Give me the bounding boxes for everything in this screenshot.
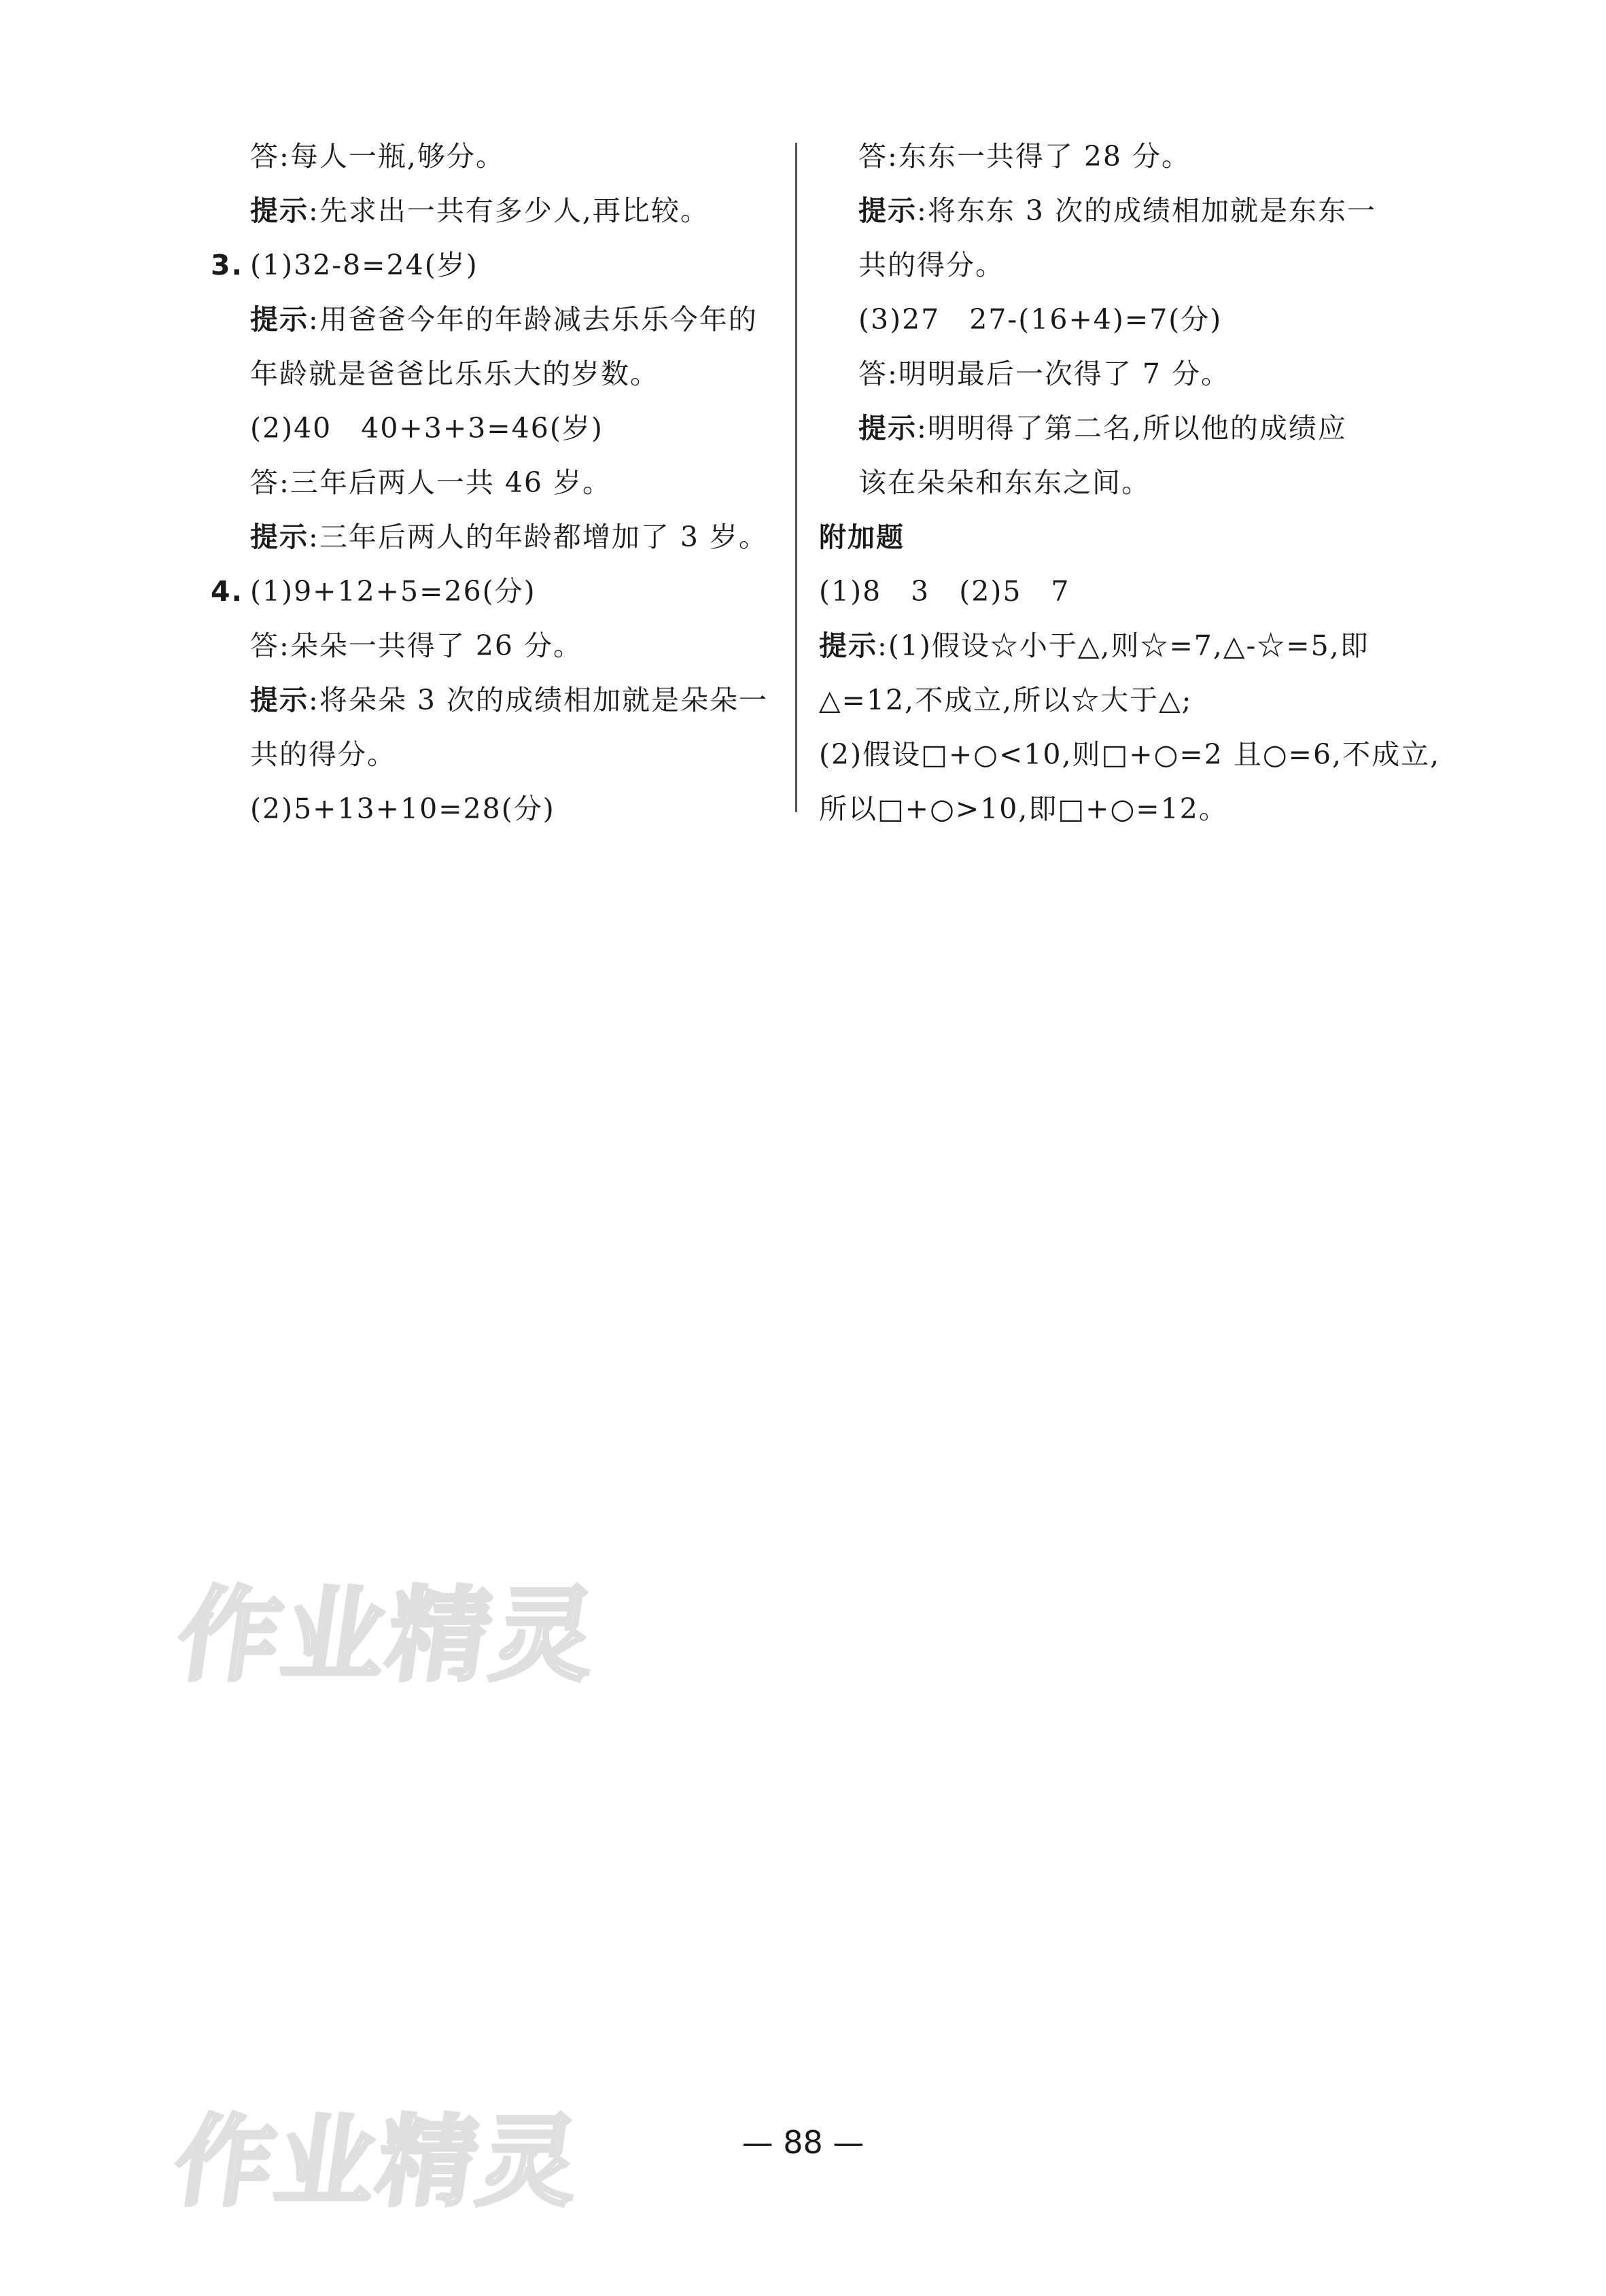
hint-text: △=12,不成立,所以☆大于△; [819,684,1193,716]
equation-text: (1)9+12+5=26(分) [250,575,536,608]
hint-line [211,184,795,238]
answer-line [211,455,795,510]
hint-text: :用爸爸今年的年龄减去乐乐今年的 [309,303,758,336]
watermark-logo: 作业精灵 [167,2105,589,2220]
equation-text: (1)32-8=24(岁) [250,249,478,281]
hint-text: :明明得了第二名,所以他的成绩应 [917,412,1347,445]
question-number: 4. [211,575,244,608]
hint-text: 该在朵朵和东东之间。 [858,466,1151,499]
answer-text: 答:明明最后一次得了 7 分。 [858,358,1230,390]
answer-text: 答:每人一瓶,够分。 [250,140,505,173]
hint-text: :将东东 3 次的成绩相加就是东东一 [917,194,1376,227]
equation-text: (3)27 27-(16+4)=7(分) [858,303,1223,336]
page-number: — 88 — [741,2124,865,2161]
hint-continuation [819,238,1454,292]
answer-text: (1)8 3 (2)5 7 [819,575,1070,608]
hint-continuation [819,455,1454,510]
hint-text: (2)假设□+○<10,则□+○=2 且○=6,不成立, [819,738,1441,771]
hint-label: 提示 [819,629,877,662]
hint-text: :三年后两人的年龄都增加了 3 岁。 [309,521,768,553]
bonus-heading: 附加题 [819,522,905,553]
hint-continuation [819,782,1454,836]
hint-line [211,292,795,347]
equation-line [211,782,795,836]
answer-line [819,129,1454,184]
hint-text: 共的得分。 [250,738,396,771]
hint-continuation [211,347,795,401]
answer-line [211,619,795,673]
question-4-line [211,564,795,619]
left-column [211,129,795,836]
hint-label: 提示 [250,303,309,336]
hint-label: 提示 [250,684,309,716]
answer-line [211,129,795,184]
answer-text: 答:朵朵一共得了 26 分。 [250,629,583,662]
question-number: 3. [211,249,244,281]
equation-text: (2)40 40+3+3=46(岁) [250,412,604,445]
right-column [819,129,1454,836]
hint-line [819,184,1454,238]
equation-text: (2)5+13+10=28(分) [250,793,555,825]
bonus-answer-line [819,564,1454,619]
hint-line [211,510,795,564]
answer-line [819,347,1454,401]
hint-text: :先求出一共有多少人,再比较。 [309,194,710,227]
hint-continuation [819,727,1454,782]
hint-line [819,401,1454,455]
watermark-logo: 作业精灵 [170,1577,606,1695]
hint-label: 提示 [250,521,309,553]
hint-text: :将朵朵 3 次的成绩相加就是朵朵一 [309,684,768,716]
hint-text: 所以□+○>10,即□+○=12。 [819,793,1228,825]
question-3-line [211,238,795,292]
hint-text: 共的得分。 [858,249,1005,281]
hint-continuation [819,673,1454,727]
hint-continuation [211,727,795,782]
equation-line [819,292,1454,347]
bonus-heading-line [819,510,1454,564]
answer-text: 答:三年后两人一共 46 岁。 [250,466,612,499]
hint-text: 年龄就是爸爸比乐乐大的岁数。 [250,358,659,390]
hint-label: 提示 [250,194,309,227]
column-divider [795,143,797,812]
hint-line [211,673,795,727]
answer-text: 答:东东一共得了 28 分。 [858,140,1191,173]
hint-text: :(1)假设☆小于△,则☆=7,△-☆=5,即 [877,629,1369,662]
equation-line [211,401,795,455]
hint-label: 提示 [858,194,917,227]
hint-label: 提示 [858,412,917,445]
hint-line [819,619,1454,673]
